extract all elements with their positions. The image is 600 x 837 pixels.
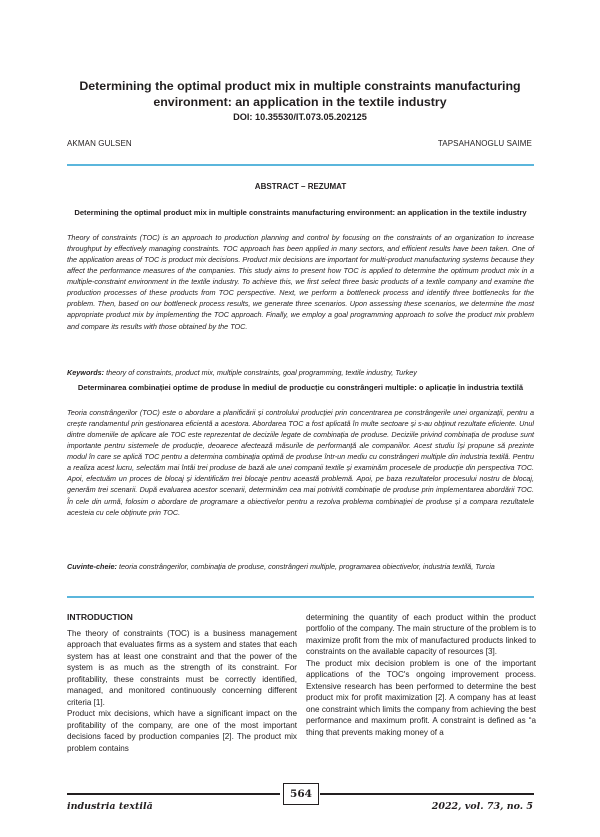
keywords-text-ro: teoria constrângerilor, combinația de produse, constrângeri multiple, programarea obiectivelor, industria textilă, Turcia [118, 562, 495, 571]
paragraph: Product mix decisions, which have a significant impact on the profitability of the company, are one of the most important decisions faced by production companies [2]. The product mix problem contains [67, 709, 297, 753]
author-first: AKMAN GULSEN [67, 139, 132, 148]
abstract-heading: ABSTRACT – REZUMAT [254, 182, 347, 191]
footer-rule-right [320, 793, 534, 795]
footer-journal-name: industria textilă [67, 801, 153, 812]
keywords-ro [67, 561, 534, 572]
abstract-body-ro: Teoria constrângerilor (TOC) este o abordare a planificării și controlului producției prin concentrarea pe constrângerile unei organizații, pentru a crește randamentul prin gestionarea eficientă a acestora. Abordarea TOC a fost aplicată în multe sectoare și s-au obținut rezultate eficiente. Unul dintre domeniile de aplicare ale TOC este reprezentat de deciziile legate de combinația de produse. Deciziile privind combinația de produse sunt importante pentru sistemele de producție, deoarece afectează măsurile de performanță ale companiilor. Acest studiu își propune să prezinte modul în care se aplică TOC pentru a determina combinația optimă de produse într-un mediu cu constrângeri multiple din industria textilă. Pentru a realiza acest lucru, selectăm mai întâi trei produse de bază ale unei companii textile și examinăm procesele de producție din perspectiva TOC. Apoi, efectuăm un proces de blocaj și identificăm trei blocaje pentru această problemă. Apoi, pe baza rezultatelor procesului nostru de blocaj, generăm trei scenarii. După evaluarea acestor scenarii, determinăm cea mai potrivită combinație de produse prin implementarea abordării TOC. În cele din urmă, folosim o abordare de programare a obiectivelor pentru a rezolva problema combinației de produse și a compara rezultatele acesteia cu cele obținute prin TOC. [67, 408, 534, 517]
footer-issue: 2022, vol. 73, no. 5 [431, 801, 533, 812]
section-heading-introduction: INTRODUCTION [67, 612, 133, 622]
keywords-text-en: theory of constraints, product mix, multiple constraints, goal programming, textile industry, Turkey [106, 368, 417, 377]
author-second: TAPSAHANOGLU SAIME [437, 139, 532, 148]
doi-link[interactable]: DOI: 10.35530/IT.073.05.202125 [233, 112, 367, 122]
paragraph: The product mix decision problem is one of the important applications of the TOC's ongoing improvement process. Extensive research has been performed to determine the best product mix for profit maximization [2]. A company has at least one constraint which limits the company from achieving the best performance and maximum profit. A constraint is defined as “a thing that prevents making money of a [306, 658, 536, 737]
page-number: 564 [283, 783, 319, 805]
abstract-divider [67, 596, 534, 598]
paper-title: Determining the optimal product mix in multiple constraints manufacturing environment: an application in the textile industry [79, 79, 521, 109]
paragraph: determining the quantity of each product within the product portfolio of the company. The main structure of the problem is to maximize profit from the mix of manufactured products linked to constraints on the available capacity of resources [3]. [306, 613, 536, 657]
keywords-label-en: Keywords: [67, 368, 105, 377]
abstract-body-en: Theory of constraints (TOC) is an approach to production planning and control by focusing on the constraints of an organization to increase throughput by effectively managing constraints. TOC approach has been applied in many sectors, and efficient results have been taken. One of the application areas of TOC is product mix decisions. Product mix decisions are important for multi-product manufacturing systems because they affect the performance measures of the companies. This study aims to present how TOC is applied to determine the optimum product mix in a multiple-constraint environment in the textile industry. To achieve this, we first select three basic products of a textile company and examine the production processes of these products from TOC perspective. Next, we perform a bottleneck process and identify three bottlenecks for the problem. Then, based on our bottleneck process results, we generate three scenarios. Upon assessing these scenarios, we determine the most appropriate product mix by implementing the TOC approach. Finally, we employ a goal programming approach to solve the product mix problem and compare its results with those obtained by the TOC. [67, 233, 534, 331]
footer-rule-left [67, 793, 280, 795]
paragraph: The theory of constraints (TOC) is a business management approach that evaluates firms as a system and states that each system has at least one constraint and that the power of the system is as much as the strength of its constraint. For profitability, these constraints must be correctly identified, managed, and monitored continuously concerning different criteria [1]. [67, 629, 297, 707]
body-column-right [306, 612, 536, 738]
body-column-left [67, 628, 297, 754]
keywords-label-ro: Cuvinte-cheie: [67, 562, 117, 571]
abstract-title-ro: Determinarea combinației optime de produse în mediul de producție cu constrângeri multiple: o aplicație în industria textilă [77, 383, 524, 392]
header-divider [67, 164, 534, 166]
abstract-title-en: Determining the optimal product mix in multiple constraints manufacturing environment: an application in the textile industry [74, 208, 527, 217]
keywords-en [67, 367, 534, 378]
